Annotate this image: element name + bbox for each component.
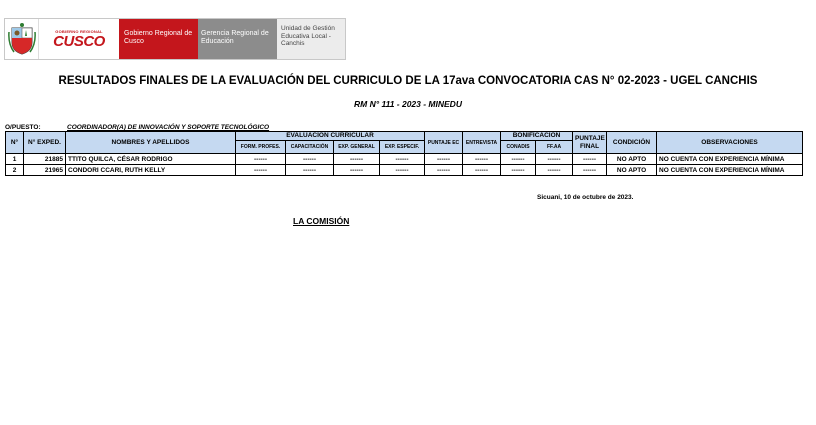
cusco-logo-text: CUSCO bbox=[53, 32, 105, 50]
header-evaluacion: EVALUACION CURRICULAR bbox=[236, 132, 425, 141]
header-exped: N° EXPED. bbox=[24, 132, 66, 154]
date-line: Sicuani, 10 de octubre de 2023. bbox=[537, 194, 634, 201]
cell-condicion: NO APTO bbox=[607, 154, 657, 165]
cell-capacitacion: ------ bbox=[286, 165, 334, 176]
peru-coat-of-arms-icon bbox=[5, 19, 39, 59]
header-entrevista: ENTREVISTA bbox=[463, 132, 501, 154]
cell-puntaje-final: ------ bbox=[573, 165, 607, 176]
cell-exp-general: ------ bbox=[334, 154, 380, 165]
cell-nombre: CONDORI CCARI, RUTH KELLY bbox=[66, 165, 236, 176]
header-num: N° bbox=[6, 132, 24, 154]
header-observaciones: OBSERVACIONES bbox=[657, 132, 803, 154]
cell-puntaje-ec: ------ bbox=[425, 154, 463, 165]
header-condicion: CONDICIÓN bbox=[607, 132, 657, 154]
page-subtitle: RM N° 111 - 2023 - MINEDU bbox=[354, 99, 462, 109]
results-table bbox=[5, 131, 803, 176]
cell-entrevista: ------ bbox=[463, 154, 501, 165]
cell-num: 1 bbox=[6, 154, 24, 165]
header-bonificacion: BONIFICACIÓN bbox=[501, 132, 573, 141]
cell-form-profes: ------ bbox=[236, 154, 286, 165]
cusco-logo bbox=[39, 19, 119, 59]
header-exp-general: EXP. GENERAL bbox=[334, 141, 380, 154]
cell-ffaa: ------ bbox=[536, 165, 573, 176]
cell-capacitacion: ------ bbox=[286, 154, 334, 165]
puesto-label: O/PUESTO: bbox=[5, 124, 41, 131]
header-banner bbox=[4, 18, 346, 60]
cell-condicion: NO APTO bbox=[607, 165, 657, 176]
cell-conadis: ------ bbox=[501, 165, 536, 176]
cell-conadis: ------ bbox=[501, 154, 536, 165]
puesto-value: COORDINADOR(A) DE INNOVACIÓN Y SOPORTE TECNOLÓGICO bbox=[67, 124, 270, 131]
cell-nombre: TTITO QUILCA, CÉSAR RODRIGO bbox=[66, 154, 236, 165]
cell-form-profes: ------ bbox=[236, 165, 286, 176]
cell-observacion: NO CUENTA CON EXPERIENCIA MÍNIMA bbox=[657, 154, 803, 165]
table-header-row bbox=[6, 132, 803, 141]
header-form-profes: FORM. PROFES. bbox=[236, 141, 286, 154]
cell-observacion: NO CUENTA CON EXPERIENCIA MÍNIMA bbox=[657, 165, 803, 176]
comision-signature-label: LA COMISIÓN bbox=[293, 216, 350, 226]
cell-exp-general: ------ bbox=[334, 165, 380, 176]
header-ffaa: FF.AA bbox=[536, 141, 573, 154]
cell-exped: 21885 bbox=[24, 154, 66, 165]
cell-exp-especif: ------ bbox=[380, 165, 425, 176]
header-conadis: CONADIS bbox=[501, 141, 536, 154]
table-row bbox=[6, 165, 803, 176]
cell-ffaa: ------ bbox=[536, 154, 573, 165]
cell-exp-especif: ------ bbox=[380, 154, 425, 165]
header-exp-especif: EXP. ESPECIF. bbox=[380, 141, 425, 154]
header-puntaje-final: PUNTAJE FINAL bbox=[573, 132, 607, 154]
gerencia-regional-label: Gerencia Regional de Educación bbox=[198, 19, 277, 59]
header-puntaje-ec: PUNTAJE EC bbox=[425, 132, 463, 154]
page-title: RESULTADOS FINALES DE LA EVALUACIÓN DEL CURRICULO DE LA 17ava CONVOCATORIA CAS N° 02-2023 - UGEL CANCHIS bbox=[58, 75, 758, 87]
cell-puntaje-ec: ------ bbox=[425, 165, 463, 176]
cell-exped: 21965 bbox=[24, 165, 66, 176]
ugel-label: Unidad de Gestión Educativa Local - Canchis bbox=[277, 19, 345, 59]
table-row bbox=[6, 154, 803, 165]
header-capacitacion: CAPACITACIÓN bbox=[286, 141, 334, 154]
gobierno-regional-label: Gobierno Regional de Cusco bbox=[119, 19, 198, 59]
cusco-logo-small-text: GOBIERNO REGIONAL bbox=[55, 28, 103, 34]
header-nombres: NOMBRES Y APELLIDOS bbox=[66, 132, 236, 154]
cell-puntaje-final: ------ bbox=[573, 154, 607, 165]
cell-num: 2 bbox=[6, 165, 24, 176]
cell-entrevista: ------ bbox=[463, 165, 501, 176]
